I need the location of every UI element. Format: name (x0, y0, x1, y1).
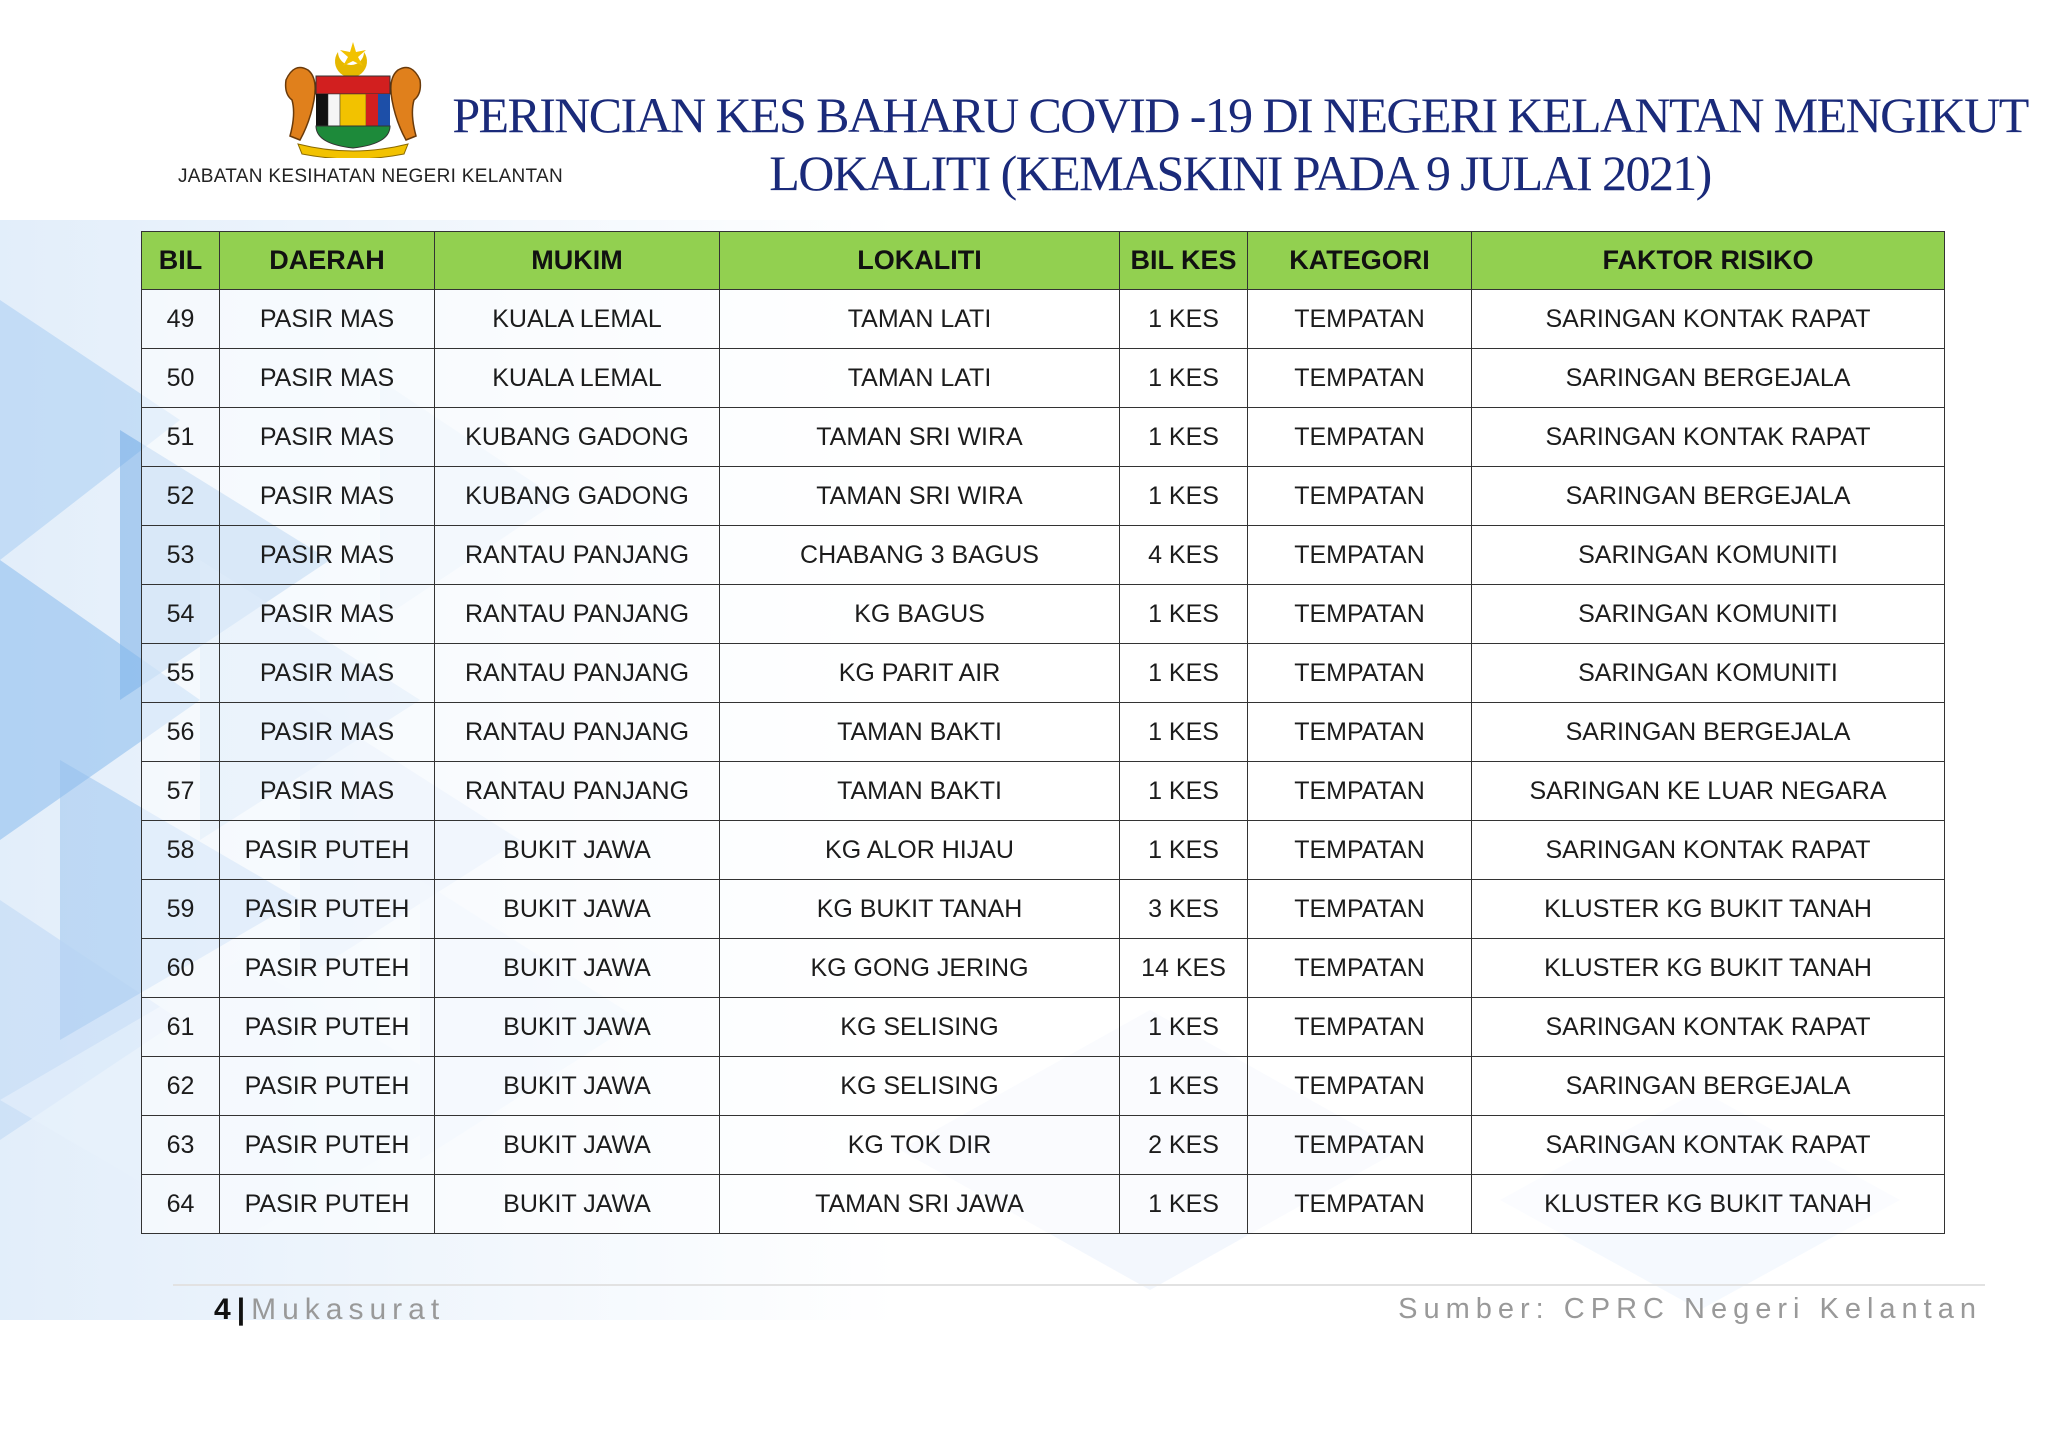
cell-faktor-risiko: SARINGAN KONTAK RAPAT (1472, 290, 1945, 349)
cell-lokaliti: TAMAN LATI (720, 290, 1120, 349)
table-row (142, 1116, 1945, 1175)
table-row (142, 1175, 1945, 1234)
footer-separator: | (236, 1293, 246, 1326)
column-header-bil: BIL (142, 232, 220, 290)
cell-lokaliti: KG SELISING (720, 1057, 1120, 1116)
cell-bil: 53 (142, 526, 220, 585)
source-note: Sumber: CPRC Negeri Kelantan (1398, 1293, 1982, 1325)
cell-daerah: PASIR MAS (220, 408, 435, 467)
cell-mukim: BUKIT JAWA (435, 939, 720, 998)
cell-daerah: PASIR MAS (220, 290, 435, 349)
cell-daerah: PASIR PUTEH (220, 821, 435, 880)
cell-daerah: PASIR PUTEH (220, 939, 435, 998)
cell-lokaliti: TAMAN SRI WIRA (720, 467, 1120, 526)
cell-bil-kes: 1 KES (1120, 703, 1248, 762)
table-row (142, 939, 1945, 998)
table-row (142, 290, 1945, 349)
cell-mukim: BUKIT JAWA (435, 1175, 720, 1234)
malaysia-coat-of-arms-icon (268, 40, 438, 158)
cell-bil-kes: 14 KES (1120, 939, 1248, 998)
cell-kategori: TEMPATAN (1248, 1116, 1472, 1175)
page-footer (214, 1293, 445, 1327)
department-name: JABATAN KESIHATAN NEGERI KELANTAN (178, 166, 564, 187)
column-header-lokaliti: LOKALITI (720, 232, 1120, 290)
cell-kategori: TEMPATAN (1248, 526, 1472, 585)
cell-bil-kes: 1 KES (1120, 349, 1248, 408)
page-title-line-2: LOKALITI (KEMASKINI PADA 9 JULAI 2021) (769, 145, 1711, 201)
cell-bil-kes: 3 KES (1120, 880, 1248, 939)
cell-faktor-risiko: SARINGAN KONTAK RAPAT (1472, 998, 1945, 1057)
cell-lokaliti: KG PARIT AIR (720, 644, 1120, 703)
cell-bil-kes: 1 KES (1120, 762, 1248, 821)
cell-faktor-risiko: SARINGAN KONTAK RAPAT (1472, 408, 1945, 467)
table-row (142, 585, 1945, 644)
logo (268, 40, 438, 158)
table-row (142, 821, 1945, 880)
column-header-daerah: DAERAH (220, 232, 435, 290)
cell-daerah: PASIR PUTEH (220, 1175, 435, 1234)
cell-daerah: PASIR MAS (220, 762, 435, 821)
cell-faktor-risiko: SARINGAN KOMUNITI (1472, 526, 1945, 585)
cell-kategori: TEMPATAN (1248, 349, 1472, 408)
cell-lokaliti: TAMAN SRI WIRA (720, 408, 1120, 467)
cell-mukim: BUKIT JAWA (435, 1057, 720, 1116)
page-title-line-1: PERINCIAN KES BAHARU COVID -19 DI NEGERI KELANTAN MENGIKUT (452, 87, 2028, 143)
cell-lokaliti: TAMAN BAKTI (720, 762, 1120, 821)
cell-faktor-risiko: SARINGAN BERGEJALA (1472, 1057, 1945, 1116)
cell-bil: 63 (142, 1116, 220, 1175)
cell-mukim: RANTAU PANJANG (435, 703, 720, 762)
cell-lokaliti: KG SELISING (720, 998, 1120, 1057)
cell-faktor-risiko: SARINGAN BERGEJALA (1472, 467, 1945, 526)
cell-bil-kes: 4 KES (1120, 526, 1248, 585)
cell-kategori: TEMPATAN (1248, 939, 1472, 998)
cell-bil-kes: 1 KES (1120, 585, 1248, 644)
cell-faktor-risiko: SARINGAN KOMUNITI (1472, 644, 1945, 703)
cell-mukim: RANTAU PANJANG (435, 644, 720, 703)
table-row (142, 762, 1945, 821)
cell-kategori: TEMPATAN (1248, 290, 1472, 349)
cell-bil: 50 (142, 349, 220, 408)
cell-faktor-risiko: SARINGAN KONTAK RAPAT (1472, 821, 1945, 880)
cell-lokaliti: TAMAN BAKTI (720, 703, 1120, 762)
cell-kategori: TEMPATAN (1248, 1175, 1472, 1234)
table-row (142, 349, 1945, 408)
cell-faktor-risiko: SARINGAN BERGEJALA (1472, 349, 1945, 408)
column-header-kategori: KATEGORI (1248, 232, 1472, 290)
page-label: Mukasurat (251, 1293, 446, 1326)
cell-bil: 62 (142, 1057, 220, 1116)
cell-mukim: RANTAU PANJANG (435, 585, 720, 644)
cell-kategori: TEMPATAN (1248, 762, 1472, 821)
cell-daerah: PASIR MAS (220, 703, 435, 762)
cell-lokaliti: TAMAN SRI JAWA (720, 1175, 1120, 1234)
cell-mukim: RANTAU PANJANG (435, 526, 720, 585)
cell-kategori: TEMPATAN (1248, 644, 1472, 703)
cell-bil: 51 (142, 408, 220, 467)
cell-bil: 58 (142, 821, 220, 880)
cell-bil-kes: 1 KES (1120, 467, 1248, 526)
cell-kategori: TEMPATAN (1248, 998, 1472, 1057)
cell-kategori: TEMPATAN (1248, 467, 1472, 526)
cell-lokaliti: TAMAN LATI (720, 349, 1120, 408)
cell-bil-kes: 1 KES (1120, 644, 1248, 703)
cell-bil: 49 (142, 290, 220, 349)
cell-bil: 55 (142, 644, 220, 703)
cell-daerah: PASIR MAS (220, 526, 435, 585)
table-row (142, 880, 1945, 939)
cell-daerah: PASIR MAS (220, 585, 435, 644)
cell-kategori: TEMPATAN (1248, 703, 1472, 762)
cell-kategori: TEMPATAN (1248, 408, 1472, 467)
cell-bil: 54 (142, 585, 220, 644)
cell-daerah: PASIR PUTEH (220, 880, 435, 939)
cell-faktor-risiko: KLUSTER KG BUKIT TANAH (1472, 1175, 1945, 1234)
cell-bil-kes: 1 KES (1120, 1175, 1248, 1234)
cell-bil-kes: 1 KES (1120, 998, 1248, 1057)
page-number: 4 (214, 1293, 231, 1326)
cell-daerah: PASIR PUTEH (220, 1116, 435, 1175)
cases-table (141, 231, 1945, 1234)
cell-bil-kes: 1 KES (1120, 408, 1248, 467)
cell-mukim: BUKIT JAWA (435, 880, 720, 939)
cell-daerah: PASIR MAS (220, 644, 435, 703)
cell-bil-kes: 1 KES (1120, 290, 1248, 349)
cell-bil: 52 (142, 467, 220, 526)
cell-bil: 56 (142, 703, 220, 762)
cell-faktor-risiko: KLUSTER KG BUKIT TANAH (1472, 880, 1945, 939)
column-header-faktor-risiko: FAKTOR RISIKO (1472, 232, 1945, 290)
table-row (142, 467, 1945, 526)
table-row (142, 703, 1945, 762)
cell-mukim: KUBANG GADONG (435, 467, 720, 526)
table-header-row (142, 232, 1945, 290)
cell-daerah: PASIR MAS (220, 349, 435, 408)
cell-faktor-risiko: SARINGAN BERGEJALA (1472, 703, 1945, 762)
page-title (440, 86, 2040, 202)
table-row (142, 408, 1945, 467)
cell-bil: 64 (142, 1175, 220, 1234)
cell-bil: 59 (142, 880, 220, 939)
cell-daerah: PASIR PUTEH (220, 998, 435, 1057)
cell-mukim: KUALA LEMAL (435, 290, 720, 349)
column-header-mukim: MUKIM (435, 232, 720, 290)
cell-faktor-risiko: SARINGAN KE LUAR NEGARA (1472, 762, 1945, 821)
cell-mukim: BUKIT JAWA (435, 821, 720, 880)
cell-mukim: BUKIT JAWA (435, 998, 720, 1057)
cell-kategori: TEMPATAN (1248, 821, 1472, 880)
cell-bil: 57 (142, 762, 220, 821)
column-header-bil-kes: BIL KES (1120, 232, 1248, 290)
cell-lokaliti: KG ALOR HIJAU (720, 821, 1120, 880)
table-row (142, 526, 1945, 585)
cell-bil-kes: 2 KES (1120, 1116, 1248, 1175)
cell-mukim: RANTAU PANJANG (435, 762, 720, 821)
cell-mukim: BUKIT JAWA (435, 1116, 720, 1175)
cell-faktor-risiko: SARINGAN KONTAK RAPAT (1472, 1116, 1945, 1175)
cell-bil: 61 (142, 998, 220, 1057)
cell-lokaliti: CHABANG 3 BAGUS (720, 526, 1120, 585)
cell-kategori: TEMPATAN (1248, 880, 1472, 939)
cell-kategori: TEMPATAN (1248, 1057, 1472, 1116)
cell-kategori: TEMPATAN (1248, 585, 1472, 644)
cell-faktor-risiko: KLUSTER KG BUKIT TANAH (1472, 939, 1945, 998)
cell-bil-kes: 1 KES (1120, 821, 1248, 880)
cell-daerah: PASIR PUTEH (220, 1057, 435, 1116)
cell-mukim: KUBANG GADONG (435, 408, 720, 467)
cell-lokaliti: KG TOK DIR (720, 1116, 1120, 1175)
cell-lokaliti: KG GONG JERING (720, 939, 1120, 998)
cell-mukim: KUALA LEMAL (435, 349, 720, 408)
cell-faktor-risiko: SARINGAN KOMUNITI (1472, 585, 1945, 644)
table-row (142, 644, 1945, 703)
table-row (142, 1057, 1945, 1116)
cell-daerah: PASIR MAS (220, 467, 435, 526)
cell-bil: 60 (142, 939, 220, 998)
footer-divider (173, 1284, 1985, 1286)
cell-lokaliti: KG BAGUS (720, 585, 1120, 644)
cell-bil-kes: 1 KES (1120, 1057, 1248, 1116)
cell-lokaliti: KG BUKIT TANAH (720, 880, 1120, 939)
table-row (142, 998, 1945, 1057)
